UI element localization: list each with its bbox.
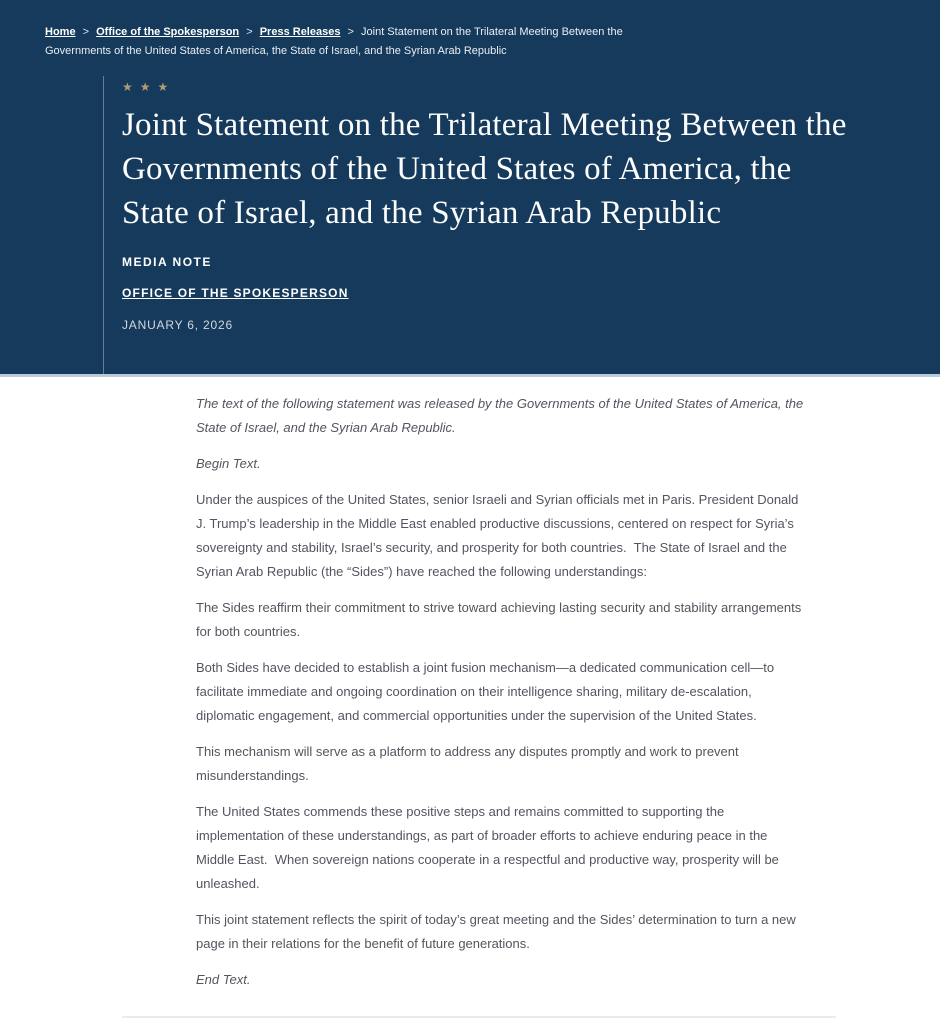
breadcrumb-link-office-of-the-spokesperson[interactable]: Office of the Spokesperson [96,26,240,38]
star-icon: ★ [157,80,176,94]
article-paragraph: The text of the following statement was released by the Governments of the United States of America, the State of Israel, and the Syrian Arab Republic. [196,396,807,435]
office-of-the-spokesperson-link[interactable]: OFFICE OF THE SPOKESPERSON [122,286,349,300]
article-paragraph: Under the auspices of the United States, senior Israeli and Syrian officials met in Paris. President Donald J. Trump’s leadership in the Middle East enabled productive discussions, centered on respect for Syria’s sovereignty and stability, Israel’s security, and prosperity for both countries. The State of Israel and the Syrian Arab Republic (the “Sides”) have reached the following understandings: [196,492,803,579]
article-paragraph: Begin Text. [196,456,261,471]
media-note-label: MEDIA NOTE [122,255,212,269]
breadcrumb-separator: > [246,26,253,38]
article-paragraph: This joint statement reflects the spirit of today’s great meeting and the Sides’ determination to turn a new page in their relations for the benefit of future generations. [196,912,800,951]
stars-decoration [122,81,940,93]
star-icon: ★ [122,80,140,94]
breadcrumb-link-press-releases[interactable]: Press Releases [259,26,341,38]
article-paragraph: This mechanism will serve as a platform to address any disputes promptly and work to prevent misunderstandings. [196,744,743,783]
star-icon: ★ [139,80,158,94]
breadcrumb [0,0,700,61]
breadcrumb-current-page: Joint Statement on the Trilateral Meeting Between the Governments of the United States of America, the State of Israel, and the Syrian Arab Republic [45,26,623,57]
article-paragraph: The United States commends these positive steps and remains committed to supporting the implementation of these understandings, as part of broader efforts to achieve enduring peace in the Middle East. When sovereign nations cooperate in a respectful and productive way, prosperity will be unleashed. [196,804,783,891]
article-header [0,0,940,377]
article-body [196,392,808,992]
breadcrumb-separator: > [347,26,354,38]
article-header-content [103,76,940,374]
article-paragraph: The Sides reaffirm their commitment to strive toward achieving lasting security and stability arrangements for both countries. [196,600,805,639]
article-paragraph: Both Sides have decided to establish a joint fusion mechanism—a dedicated communication cell—to facilitate immediate and ongoing coordination on their intelligence sharing, military de-escalation, diplomatic engagement, and commercial opportunities under the supervision of the United States. [196,660,778,723]
article-paragraph: End Text. [196,972,251,987]
breadcrumb-link-home[interactable]: Home [45,26,76,38]
page-title: Joint Statement on the Trilateral Meeting Between the Governments of the United States of America, the State of Israel, and the Syrian Arab Republic [122,107,847,231]
publish-date: JANUARY 6, 2026 [122,318,233,332]
bottom-divider [122,1016,836,1018]
breadcrumb-separator: > [82,26,90,38]
